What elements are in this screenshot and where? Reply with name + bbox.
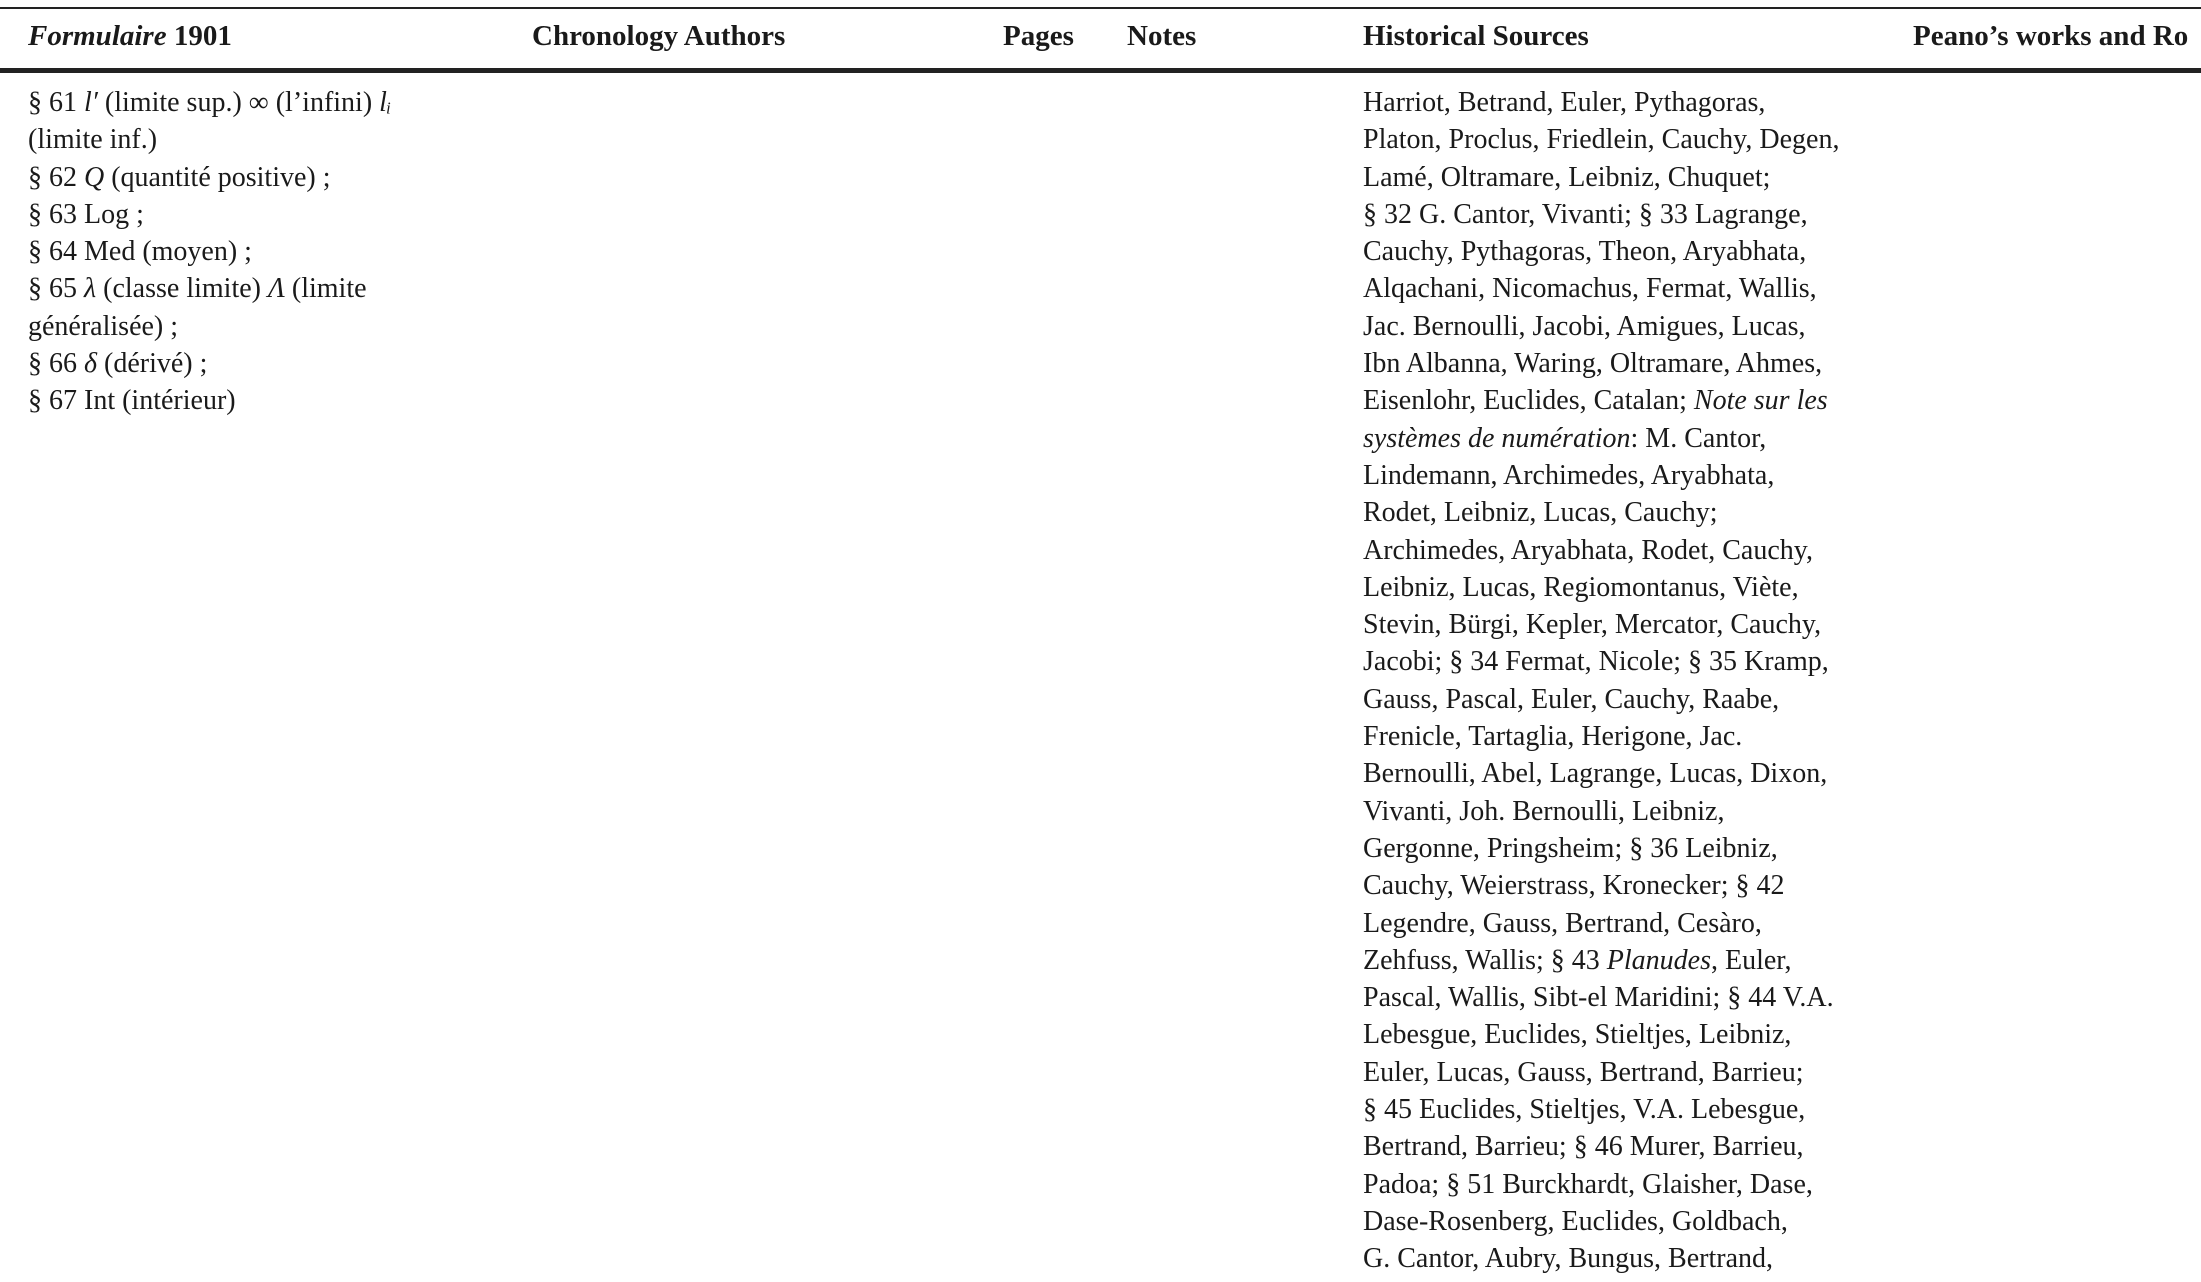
historical-source-line [1363,457,1923,494]
formulaire-line-segment: § 67 Int (intérieur) [28,385,236,417]
header-peano-works: Peano’s works and Ro [1913,20,2189,52]
historical-source-line [1363,1054,1923,1091]
formulaire-line-segment: généralisée) ; [28,310,179,342]
historical-source-line-segment: Jacobi; § 34 Fermat, Nicole; § 35 Kramp, [1363,646,1829,678]
historical-source-line-segment: Pascal, Wallis, Sibt-el Maridini; § 44 V.A. [1363,982,1834,1014]
formulaire-line-segment: λ [84,273,97,305]
formulaire-line-segment: Q [84,161,105,193]
historical-source-line [1363,718,1923,755]
formulaire-line-segment: (quantité positive) ; [104,161,331,193]
historical-source-line-segment: § 32 G. Cantor, Vivanti; § 33 Lagrange, [1363,198,1808,230]
historical-source-line-segment: Gergonne, Pringsheim; § 36 Leibniz, [1363,832,1778,864]
historical-source-line-segment: Bernoulli, Abel, Lagrange, Lucas, Dixon, [1363,758,1828,790]
header-chronology: Chronology [532,20,679,52]
header-formulaire [28,17,232,55]
formulaire-line [28,233,498,270]
historical-source-line-segment: Legendre, Gauss, Bertrand, Cesàro, [1363,907,1762,939]
formulaire-line [28,345,498,382]
historical-source-line-segment: § 45 Euclides, Stieltjes, V.A. Lebesgue, [1363,1094,1806,1126]
historical-source-line [1363,233,1923,270]
header-historical-sources: Historical Sources [1363,20,1589,52]
formulaire-line [28,270,498,307]
historical-source-line-segment: Harriot, Betrand, Euler, Pythagoras, [1363,87,1766,118]
header-pages: Pages [1003,20,1074,52]
historical-source-line [1363,979,1923,1016]
historical-source-line [1363,867,1923,904]
historical-source-line [1363,1166,1923,1203]
historical-source-line-segment: Ibn Albanna, Waring, Oltramare, Ahmes, [1363,348,1823,380]
formulaire-line-segment: (dérivé) ; [97,348,208,380]
historical-source-line [1363,532,1923,569]
historical-source-line [1363,1128,1923,1165]
formulaire-line-segment: (limite [284,273,367,305]
formulaire-line [28,84,498,121]
historical-source-line [1363,681,1923,718]
historical-source-line-segment: Dase-Rosenberg, Euclides, Goldbach, [1363,1205,1788,1237]
historical-sources-cell [1363,84,1923,1278]
header-notes: Notes [1127,20,1197,52]
formulaire-line [28,308,498,345]
historical-source-line-segment: Planudes [1606,944,1711,976]
historical-source-line-segment: Archimedes, Aryabhata, Rodet, Cauchy, [1363,534,1813,566]
historical-source-line [1363,830,1923,867]
historical-source-line [1363,643,1923,680]
formulaire-line-segment: § 63 Log ; [28,198,144,230]
historical-source-line [1363,793,1923,830]
historical-source-line [1363,382,1923,419]
historical-source-line [1363,308,1923,345]
historical-source-line [1363,494,1923,531]
formulaire-line-segment: (limite inf.) [28,124,158,156]
historical-source-line [1363,1240,1923,1277]
formulaire-line-segment: Λ [267,273,285,305]
historical-source-line [1363,121,1923,158]
historical-source-line-segment: Rodet, Leibniz, Lucas, Cauchy; [1363,497,1718,529]
formulaire-cell [28,84,498,420]
header-formulaire-title: Formulaire [28,20,167,52]
header-authors: Authors [683,20,786,52]
historical-source-line-segment: : M. Cantor, [1630,422,1767,454]
historical-source-line-segment: Vivanti, Joh. Bernoulli, Leibniz, [1363,795,1725,827]
historical-source-line-segment: Stevin, Bürgi, Kepler, Mercator, Cauchy, [1363,609,1822,641]
table-top-rule [0,7,2201,9]
formulaire-line [28,121,498,158]
historical-source-line-segment: Gauss, Pascal, Euler, Cauchy, Raabe, [1363,683,1780,715]
historical-source-line-segment: Zehfuss, Wallis; § 43 [1363,944,1607,976]
historical-source-line [1363,196,1923,233]
historical-source-line-segment: Eisenlohr, Euclides, Catalan; [1363,385,1694,417]
historical-source-line-segment: Cauchy, Pythagoras, Theon, Aryabhata, [1363,236,1807,268]
formulaire-line-segment: § 65 [28,273,84,305]
historical-source-line-segment: , Euler, [1711,944,1792,976]
formulaire-line-segment: § 64 Med (moyen) ; [28,236,252,268]
historical-source-line-segment: Leibniz, Lucas, Regiomontanus, Viète, [1363,571,1799,603]
historical-source-line [1363,84,1923,121]
historical-source-line [1363,905,1923,942]
historical-source-line-segment: Note sur les [1693,385,1828,417]
formulaire-line-segment: (classe limite) [96,273,268,305]
historical-source-line-segment: Euler, Lucas, Gauss, Bertrand, Barrieu; [1363,1056,1804,1088]
historical-source-line [1363,270,1923,307]
historical-source-line [1363,606,1923,643]
historical-source-line-segment: Padoa; § 51 Burckhardt, Glaisher, Dase, [1363,1168,1813,1200]
historical-source-line-segment: Alqachani, Nicomachus, Fermat, Wallis, [1363,273,1817,305]
formulaire-line-segment: lᵢ [379,87,392,118]
header-chronology-authors [532,17,785,55]
historical-source-line [1363,569,1923,606]
formulaire-line-segment: δ [84,348,98,380]
historical-source-line [1363,159,1923,196]
historical-source-line [1363,1091,1923,1128]
historical-source-line [1363,942,1923,979]
formulaire-line-segment: § 61 [28,87,84,118]
formulaire-line-segment: l′ [84,87,98,118]
formulaire-line [28,159,498,196]
table-header-rule [0,68,2201,73]
formulaire-line [28,382,498,419]
historical-source-line-segment: Cauchy, Weierstrass, Kronecker; § 42 [1363,870,1785,902]
historical-source-line-segment: systèmes de numération [1363,422,1631,454]
formulaire-line-segment: (limite sup.) ∞ (l’infini) [97,87,380,118]
historical-source-line-segment: Lamé, Oltramare, Leibniz, Chuquet; [1363,161,1771,193]
header-formulaire-year: 1901 [173,20,232,52]
formulaire-line [28,196,498,233]
historical-source-line-segment: Jac. Bernoulli, Jacobi, Amigues, Lucas, [1363,310,1806,342]
historical-source-line-segment: Platon, Proclus, Friedlein, Cauchy, Degen, [1363,124,1840,156]
historical-source-line [1363,420,1923,457]
historical-source-line-segment: Lebesgue, Euclides, Stieltjes, Leibniz, [1363,1019,1792,1051]
historical-source-line-segment: G. Cantor, Aubry, Bungus, Bertrand, [1363,1243,1774,1275]
historical-source-line [1363,1203,1923,1240]
historical-source-line-segment: Lindemann, Archimedes, Aryabhata, [1363,459,1775,491]
formulaire-line-segment: § 66 [28,348,84,380]
formulaire-line-segment: § 62 [28,161,84,193]
historical-source-line [1363,1016,1923,1053]
historical-source-line-segment: Frenicle, Tartaglia, Herigone, Jac. [1363,721,1743,753]
historical-source-line [1363,755,1923,792]
historical-source-line-segment: Bertrand, Barrieu; § 46 Murer, Barrieu, [1363,1131,1804,1163]
historical-source-line [1363,345,1923,382]
